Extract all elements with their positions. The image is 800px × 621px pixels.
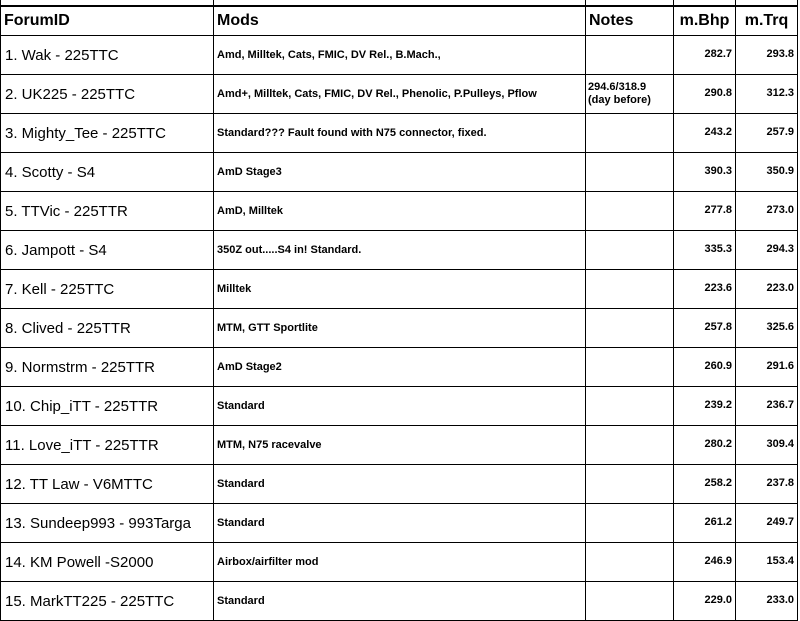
trq-cell: 236.7 xyxy=(736,387,798,426)
forum-id-cell: 4. Scotty - S4 xyxy=(1,153,214,192)
table-row xyxy=(1,270,798,309)
header-forum-id: ForumID xyxy=(1,6,214,36)
mods-cell: Amd+, Milltek, Cats, FMIC, DV Rel., Phenolic, P.Pulleys, Pflow xyxy=(214,75,586,114)
forum-id-cell: 9. Normstrm - 225TTR xyxy=(1,348,214,387)
trq-cell: 223.0 xyxy=(736,270,798,309)
forum-id-cell: 6. Jampott - S4 xyxy=(1,231,214,270)
table-body xyxy=(1,0,798,621)
table-row xyxy=(1,114,798,153)
table-row xyxy=(1,543,798,582)
forum-id-cell: 15. MarkTT225 - 225TTC xyxy=(1,582,214,621)
table-row xyxy=(1,348,798,387)
bhp-cell: 282.7 xyxy=(674,36,736,75)
notes-cell xyxy=(586,114,674,153)
forum-id-cell: 2. UK225 - 225TTC xyxy=(1,75,214,114)
table-row xyxy=(1,504,798,543)
forum-id-cell: 1. Wak - 225TTC xyxy=(1,36,214,75)
header-trq: m.Trq xyxy=(736,6,798,36)
mods-cell: Airbox/airfilter mod xyxy=(214,543,586,582)
mods-cell: AmD Stage3 xyxy=(214,153,586,192)
bhp-cell: 390.3 xyxy=(674,153,736,192)
bhp-cell: 223.6 xyxy=(674,270,736,309)
mods-cell: Standard??? Fault found with N75 connector, fixed. xyxy=(214,114,586,153)
trq-cell: 350.9 xyxy=(736,153,798,192)
bhp-cell: 290.8 xyxy=(674,75,736,114)
table-row xyxy=(1,582,798,621)
bhp-cell: 258.2 xyxy=(674,465,736,504)
forum-id-cell: 12. TT Law - V6MTTC xyxy=(1,465,214,504)
mods-cell: Standard xyxy=(214,465,586,504)
notes-cell xyxy=(586,348,674,387)
mods-cell: 350Z out.....S4 in! Standard. xyxy=(214,231,586,270)
bhp-cell: 246.9 xyxy=(674,543,736,582)
table-row xyxy=(1,36,798,75)
mods-cell: MTM, GTT Sportlite xyxy=(214,309,586,348)
trq-cell: 237.8 xyxy=(736,465,798,504)
bhp-cell: 280.2 xyxy=(674,426,736,465)
bhp-cell: 261.2 xyxy=(674,504,736,543)
notes-cell xyxy=(586,192,674,231)
forum-id-cell: 10. Chip_iTT - 225TTR xyxy=(1,387,214,426)
table-row xyxy=(1,387,798,426)
notes-cell xyxy=(586,504,674,543)
table-row xyxy=(1,153,798,192)
trq-cell: 309.4 xyxy=(736,426,798,465)
forum-id-cell: 3. Mighty_Tee - 225TTC xyxy=(1,114,214,153)
notes-cell xyxy=(586,387,674,426)
trq-cell: 249.7 xyxy=(736,504,798,543)
notes-cell xyxy=(586,270,674,309)
header-notes: Notes xyxy=(586,6,674,36)
table-row xyxy=(1,75,798,114)
forum-id-cell: 13. Sundeep993 - 993Targa xyxy=(1,504,214,543)
mods-cell: MTM, N75 racevalve xyxy=(214,426,586,465)
notes-cell xyxy=(586,582,674,621)
notes-cell xyxy=(586,543,674,582)
forum-id-cell: 7. Kell - 225TTC xyxy=(1,270,214,309)
trq-cell: 293.8 xyxy=(736,36,798,75)
bhp-cell: 229.0 xyxy=(674,582,736,621)
forum-id-cell: 11. Love_iTT - 225TTR xyxy=(1,426,214,465)
notes-cell xyxy=(586,231,674,270)
forum-id-cell: 8. Clived - 225TTR xyxy=(1,309,214,348)
table-row xyxy=(1,426,798,465)
trq-cell: 153.4 xyxy=(736,543,798,582)
trq-cell: 273.0 xyxy=(736,192,798,231)
table-row xyxy=(1,309,798,348)
notes-cell xyxy=(586,153,674,192)
mods-cell: Standard xyxy=(214,582,586,621)
mods-cell: Standard xyxy=(214,387,586,426)
table-row xyxy=(1,192,798,231)
mods-cell: Standard xyxy=(214,504,586,543)
forum-id-cell: 5. TTVic - 225TTR xyxy=(1,192,214,231)
bhp-cell: 277.8 xyxy=(674,192,736,231)
header-row xyxy=(1,6,798,36)
mods-cell: AmD Stage2 xyxy=(214,348,586,387)
notes-cell xyxy=(586,309,674,348)
trq-cell: 291.6 xyxy=(736,348,798,387)
trq-cell: 257.9 xyxy=(736,114,798,153)
trq-cell: 233.0 xyxy=(736,582,798,621)
trq-cell: 294.3 xyxy=(736,231,798,270)
forum-id-cell: 14. KM Powell -S2000 xyxy=(1,543,214,582)
trq-cell: 325.6 xyxy=(736,309,798,348)
header-mods: Mods xyxy=(214,6,586,36)
notes-cell: 294.6/318.9 (day before) xyxy=(586,75,674,114)
header-bhp: m.Bhp xyxy=(674,6,736,36)
bhp-cell: 239.2 xyxy=(674,387,736,426)
bhp-cell: 257.8 xyxy=(674,309,736,348)
notes-cell xyxy=(586,426,674,465)
bhp-cell: 260.9 xyxy=(674,348,736,387)
mods-cell: Amd, Milltek, Cats, FMIC, DV Rel., B.Mach., xyxy=(214,36,586,75)
notes-cell xyxy=(586,465,674,504)
table-row xyxy=(1,465,798,504)
bhp-cell: 243.2 xyxy=(674,114,736,153)
bhp-cell: 335.3 xyxy=(674,231,736,270)
mods-cell: Milltek xyxy=(214,270,586,309)
table-row xyxy=(1,231,798,270)
mods-cell: AmD, Milltek xyxy=(214,192,586,231)
notes-cell xyxy=(586,36,674,75)
trq-cell: 312.3 xyxy=(736,75,798,114)
